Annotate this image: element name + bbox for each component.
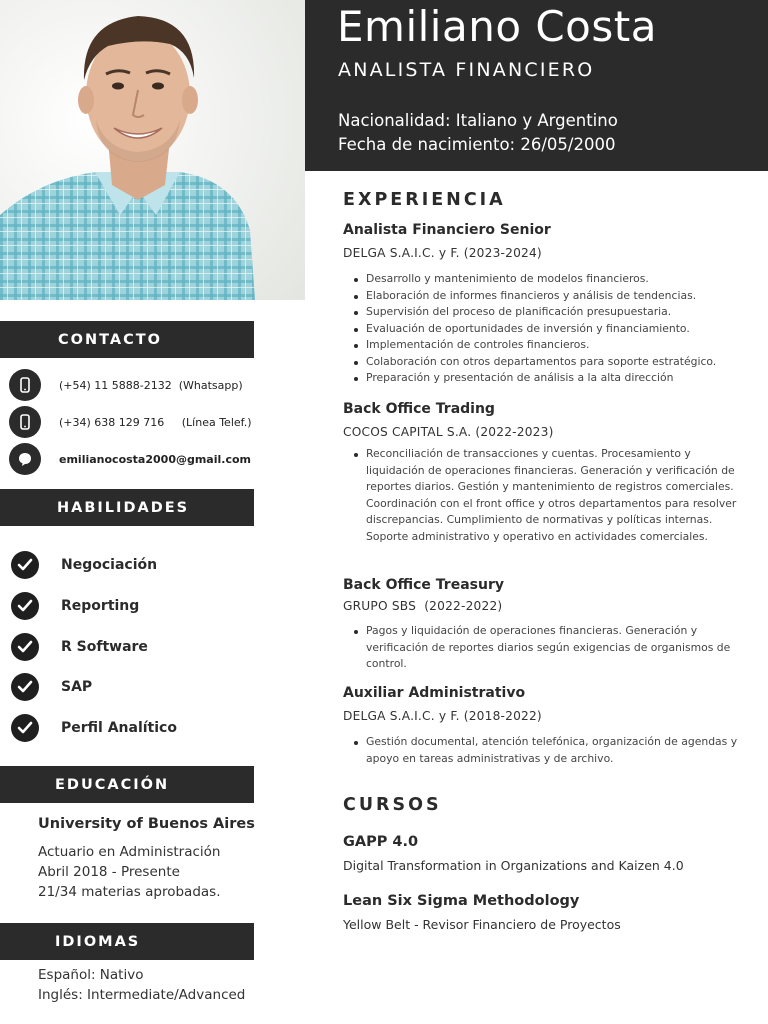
- skill-item: [11, 592, 139, 620]
- job-title: Back Office Trading: [343, 401, 495, 417]
- bullet-item: Preparación y presentación de análisis a la alta dirección: [352, 370, 744, 387]
- skill-item: [11, 551, 157, 579]
- skill-label: R Software: [61, 639, 148, 655]
- contact-email-text: emilianocosta2000@gmail.com: [59, 452, 251, 466]
- job-company: GRUPO SBS (2022-2022): [343, 599, 503, 613]
- contact-email[interactable]: [9, 444, 251, 474]
- course-desc: Digital Transformation in Organizations and Kaizen 4.0: [343, 858, 684, 873]
- job-title: Back Office Treasury: [343, 577, 504, 593]
- contact-heading: CONTACTO: [0, 321, 254, 358]
- courses-heading: CURSOS: [343, 795, 442, 815]
- chat-bubble-icon: [9, 443, 41, 475]
- job-description: Gestión documental, atención telefónica, organización de agendas y apoyo en tareas administrativas y de archivo.: [352, 734, 744, 767]
- skill-item: [11, 714, 177, 742]
- bullet-item: Evaluación de oportunidades de inversión y financiamiento.: [352, 321, 744, 338]
- nationality: Nacionalidad: Italiano y Argentino: [338, 111, 618, 130]
- contact-landline-text: (+34) 638 129 716 (Línea Telef.): [59, 415, 252, 429]
- skill-item: [11, 673, 92, 701]
- skills-heading: HABILIDADES: [0, 489, 254, 526]
- skill-item: [11, 633, 148, 661]
- header-band: [305, 0, 768, 171]
- job-company: DELGA S.A.I.C. y F. (2018-2022): [343, 709, 542, 723]
- checkmark-icon: [11, 592, 39, 620]
- job-title: Auxiliar Administrativo: [343, 685, 526, 701]
- education-dates: Abril 2018 - Presente: [38, 864, 180, 880]
- candidate-role: ANALISTA FINANCIERO: [338, 59, 595, 81]
- candidate-name: Emiliano Costa: [337, 2, 657, 51]
- job-bullets: [352, 271, 744, 387]
- contact-whatsapp[interactable]: [9, 370, 243, 400]
- contact-landline[interactable]: [9, 407, 252, 437]
- profile-photo: [0, 0, 305, 300]
- skill-label: Perfil Analítico: [61, 720, 177, 736]
- experience-heading: EXPERIENCIA: [343, 190, 506, 210]
- course-title: GAPP 4.0: [343, 834, 419, 850]
- job-title: Analista Financiero Senior: [343, 222, 551, 238]
- job-description: Pagos y liquidación de operaciones financieras. Generación y verificación de reportes diarios según exigencias de organismos de control.: [352, 623, 744, 673]
- job-description: Reconciliación de transacciones y cuentas. Procesamiento y liquidación de operaciones financieras. Generación y verificación de reportes diarios. Gestión y mantenimiento de registros comerciales. Coordinación con el front office y otros departamentos para resolver discrepancias. Cumplimiento de normativas y políticas internas. Soporte administrativo y operativo en actividades comerciales.: [352, 446, 744, 545]
- language-item: Inglés: Intermediate/Advanced: [38, 987, 246, 1003]
- education-school: University of Buenos Aires: [38, 816, 255, 832]
- language-item: Español: Nativo: [38, 967, 144, 983]
- education-progress: 21/34 materias aprobadas.: [38, 884, 221, 900]
- phone-icon: [9, 406, 41, 438]
- education-heading: EDUCACIÓN: [0, 766, 254, 803]
- course-title: Lean Six Sigma Methodology: [343, 893, 580, 909]
- bullet-item: Desarrollo y mantenimiento de modelos financieros.: [352, 271, 744, 288]
- checkmark-icon: [11, 714, 39, 742]
- contact-whatsapp-text: (+54) 11 5888-2132 (Whatsapp): [59, 378, 243, 392]
- education-degree: Actuario en Administración: [38, 844, 221, 860]
- course-desc: Yellow Belt - Revisor Financiero de Proyectos: [343, 917, 621, 932]
- bullet-item: Implementación de controles financieros.: [352, 337, 744, 354]
- skill-label: SAP: [61, 679, 93, 695]
- phone-icon: [9, 369, 41, 401]
- bullet-item: Colaboración con otros departamentos para soporte estratégico.: [352, 354, 744, 371]
- checkmark-icon: [11, 551, 39, 579]
- bullet-item: Elaboración de informes financieros y análisis de tendencias.: [352, 288, 744, 305]
- bullet-item: Supervisión del proceso de planificación presupuestaria.: [352, 304, 744, 321]
- checkmark-icon: [11, 633, 39, 661]
- skill-label: Reporting: [61, 598, 140, 614]
- languages-heading: IDIOMAS: [0, 923, 254, 960]
- birthdate: Fecha de nacimiento: 26/05/2000: [338, 135, 616, 154]
- checkmark-icon: [11, 673, 39, 701]
- job-company: DELGA S.A.I.C. y F. (2023-2024): [343, 246, 542, 260]
- job-company: COCOS CAPITAL S.A. (2022-2023): [343, 425, 554, 439]
- skill-label: Negociación: [61, 557, 158, 573]
